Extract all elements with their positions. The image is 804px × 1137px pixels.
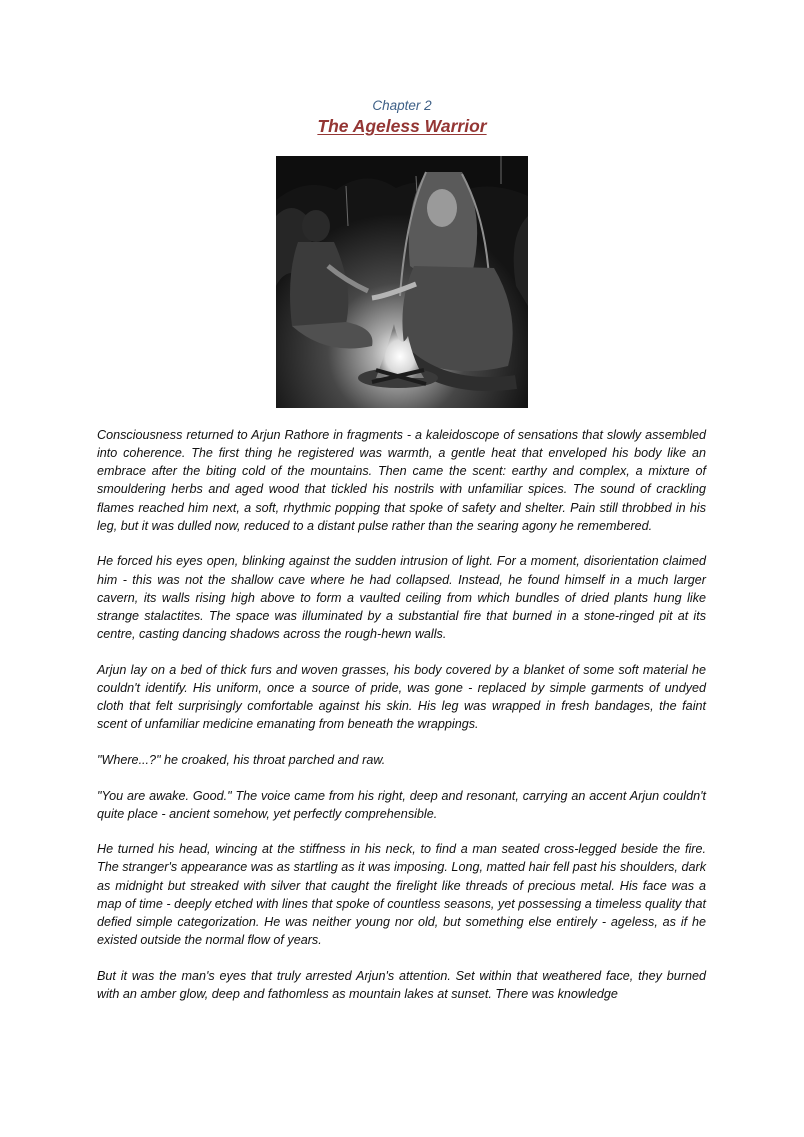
paragraph: He forced his eyes open, blinking against the sudden intrusion of light. For a moment, disorientation claimed him - this was not the shallow cave where he had collapsed. Instead, he found himself in a much larger cavern, its walls rising high above to form a vaulted ceiling from which bundles of dried plants hung like strange stalactites. The space was illuminated by a substantial fire that burned in a stone-ringed pit at its centre, casting dancing shadows across the rough-hewn walls. — [97, 554, 706, 642]
paragraph: Consciousness returned to Arjun Rathore in fragments - a kaleidoscope of sensations that slowly assembled into coherence. The first thing he registered was warmth, a gentle heat that enveloped his body like an embrace after the biting cold of the mountains. Then came the scent: earthy and complex, a mixture of smouldering herbs and aged wood that tickled his nostrils with unfamiliar spices. The sound of crackling flames reached him next, a soft, rhythmic popping that spoke of safety and shelter. Pain still throbbed in his leg, but it was dulled now, reduced to a distant pulse rather than the searing agony he remembered. — [97, 428, 706, 533]
chapter-illustration — [276, 156, 528, 408]
paragraph: But it was the man's eyes that truly arrested Arjun's attention. Set within that weathered face, they burned with an amber glow, deep and fathomless as mountain lakes at sunset. There was knowledge — [97, 968, 706, 1001]
chapter-title: The Ageless Warrior — [317, 116, 487, 136]
paragraph: "You are awake. Good." The voice came from his right, deep and resonant, carrying an accent Arjun couldn't quite place - ancient somehow, yet perfectly comprehensible. — [97, 788, 706, 821]
chapter-label: Chapter 2 — [372, 98, 432, 113]
paragraph: Arjun lay on a bed of thick furs and woven grasses, his body covered by a blanket of some soft material he couldn't identify. His uniform, once a source of pride, was gone - replaced by simple garments of undyed cloth that felt surprisingly comfortable against his skin. His leg was wrapped in fresh bandages, the faint scent of unfamiliar medicine emanating from beneath the wrappings. — [97, 662, 706, 732]
paragraph: "Where...?" he croaked, his throat parched and raw. — [97, 752, 386, 767]
paragraph: He turned his head, wincing at the stiffness in his neck, to find a man seated cross-legged beside the fire. The stranger's appearance was as startling as it was imposing. Long, matted hair fell past his shoulders, dark as midnight but streaked with silver that caught the firelight like threads of precious metal. His face was a map of time - deeply etched with lines that spoke of countless seasons, yet possessing a timeless quality that defied simple categorization. He was neither young nor old, but something else entirely - ageless, as if he existed outside the normal flow of years. — [97, 842, 706, 948]
chapter-body — [97, 426, 706, 1021]
